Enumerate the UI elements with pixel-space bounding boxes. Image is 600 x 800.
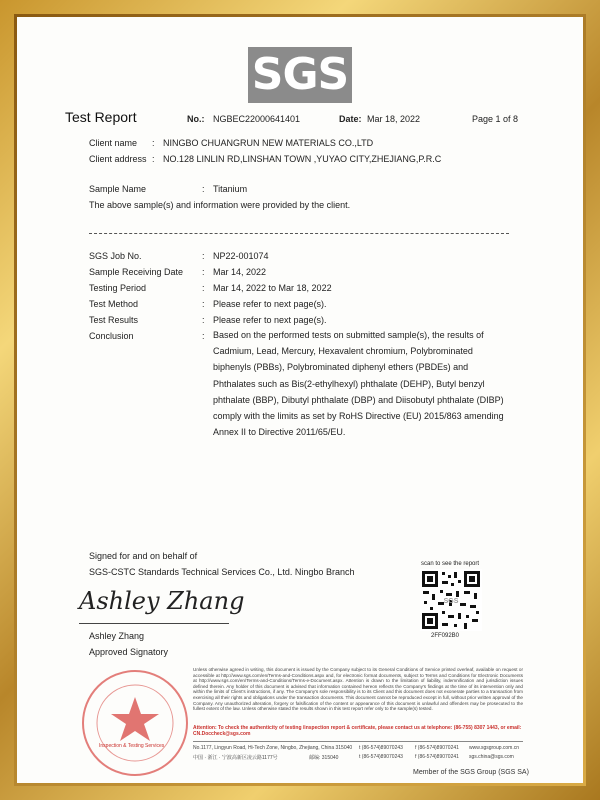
page-number: Page 1 of 8 [472, 114, 519, 124]
footer-tel-en: t (86-574)89070243 [359, 745, 403, 751]
document-page [17, 17, 583, 783]
job-no-sep: : [202, 251, 205, 261]
footer-address-en: No.1177, Lingyun Road, Hi-Tech Zone, Ningbo, Zhejiang, China 315040 [193, 745, 353, 751]
company-seal-icon [79, 667, 191, 779]
signing-company: SGS-CSTC Standards Technical Services Co., Ltd. Ningbo Branch [89, 567, 355, 577]
footer-web[interactable]: www.sgsgroup.com.cn [469, 745, 520, 751]
sgs-logo [17, 47, 583, 103]
signature-line [79, 623, 229, 624]
footer-address-cn: 中国 · 浙江 · 宁波高新区凌云路1177号 [193, 755, 278, 761]
job-no-label: SGS Job No. [89, 251, 142, 261]
svg-text:SGS: SGS [443, 598, 459, 605]
footer-divider [193, 741, 523, 742]
testing-period-label: Testing Period [89, 283, 147, 293]
receiving-date-label: Sample Receiving Date [89, 267, 184, 277]
client-address-value: NO.128 LINLIN RD,LINSHAN TOWN ,YUYAO CITY,ZHEJIANG,P.R.C [163, 154, 442, 164]
client-name-value: NINGBO CHUANGRUN NEW MATERIALS CO.,LTD [163, 138, 374, 148]
test-method-value: Please refer to next page(s). [213, 299, 327, 309]
client-name-sep: : [152, 138, 155, 148]
conclusion-label: Conclusion [89, 331, 134, 341]
conclusion-sep: : [202, 331, 205, 341]
footer-fax-cn: f (86-574)89070241 [415, 754, 459, 760]
footer-fax-en: f (86-574)89070241 [415, 745, 459, 751]
footer-zip-cn: 邮编: 315040 [309, 755, 339, 761]
sample-name-label: Sample Name [89, 184, 147, 194]
date-label: Date: [339, 114, 362, 124]
job-no-value: NP22-001074 [213, 251, 269, 261]
test-method-sep: : [202, 299, 205, 309]
signatory-name: Ashley Zhang [89, 631, 145, 641]
test-results-sep: : [202, 315, 205, 325]
test-results-value: Please refer to next page(s). [213, 315, 327, 325]
sample-name-value: Titanium [213, 184, 248, 194]
client-address-sep: : [152, 154, 155, 164]
dashed-divider [89, 233, 509, 234]
report-title: Test Report [65, 109, 137, 125]
legal-fineprint: Unless otherwise agreed in writing, this document is issued by the Company subject to its General Conditions of Service printed overleaf, available on request or accessible at http://www.sgs.com/en/Terms-and-Conditions.aspx and, for electronic format documents, subject to Terms and Conditions for Electronic Documents at http://www.sgs.com/en/Terms-and-Conditions/Terms-e-Document.aspx. Attention is drawn to the limitation of liability, indemnification and jurisdiction issues defined therein. Any holder of this document is advised that information contained hereon reflects the Company's findings at the time of its intervention only and within the limits of Client's instructions, if any. The Company's sole responsibility is to its Client and this document does not exonerate parties to a transaction from exercising all their rights and obligations under the transaction documents. This document cannot be reproduced except in full, without prior written approval of the Company. Any unauthorized alteration, forgery or falsification of the content or appearance of this document is unlawful and offenders may be prosecuted to the fullest extent of the law. Unless otherwise stated the results shown in this test report refer only to the sample(s) tested. [193, 667, 523, 712]
qr-code-icon[interactable] [420, 569, 482, 631]
authenticity-attention: Attention: To check the authenticity of testing /inspection report & certificate, please contact us at telephone: (86-755) 8307 1443, or email: CN.Doccheck@sgs.com [193, 725, 522, 737]
qr-code-text: 2FF092B0 [431, 633, 460, 639]
sgs-group-member: Member of the SGS Group (SGS SA) [413, 769, 529, 776]
receiving-date-sep: : [202, 267, 205, 277]
client-name-label: Client name [89, 138, 138, 148]
report-no-label: No.: [187, 114, 205, 124]
conclusion-text: Based on the performed tests on submitted sample(s), the results of Cadmium, Lead, Mercury, Hexavalent chromium, Polybrominated biphenyls (PBBs), Polybrominated diphenyl ethers (PBDEs) and Phthalates such as Bis(2-ethylhexyl) phthalate (DEHP), Butyl benzyl phthalate (BBP), Dibutyl phthalate (DBP) and Diisobutyl phthalate (DIBP) comply with the limits as set by RoHS Directive (EU) 2015/863 amending Annex II to Directive 2011/65/EU. [213, 330, 504, 438]
receiving-date-value: Mar 14, 2022 [213, 267, 267, 277]
seal-text: Inspection & Testing Services [99, 743, 165, 749]
client-address-label: Client address [89, 154, 147, 164]
date-value: Mar 18, 2022 [367, 114, 421, 124]
footer-email[interactable]: sgs.china@sgs.com [469, 754, 514, 760]
qr-caption: scan to see the report [421, 561, 480, 567]
report-no-value: NGBEC22000641401 [213, 114, 301, 124]
sgs-logo-text: SGS [248, 47, 352, 103]
footer-tel-cn: t (86-574)89070243 [359, 754, 403, 760]
signatory-role: Approved Signatory [89, 647, 169, 657]
sample-name-sep: : [202, 184, 205, 194]
handwritten-signature: Ashley Zhang [79, 587, 245, 615]
test-method-label: Test Method [89, 299, 139, 309]
testing-period-sep: : [202, 283, 205, 293]
frame-inner [14, 14, 586, 786]
signed-on-behalf: Signed for and on behalf of [89, 551, 198, 561]
test-results-label: Test Results [89, 315, 139, 325]
sample-note: The above sample(s) and information were provided by the client. [89, 200, 351, 210]
testing-period-value: Mar 14, 2022 to Mar 18, 2022 [213, 283, 332, 293]
